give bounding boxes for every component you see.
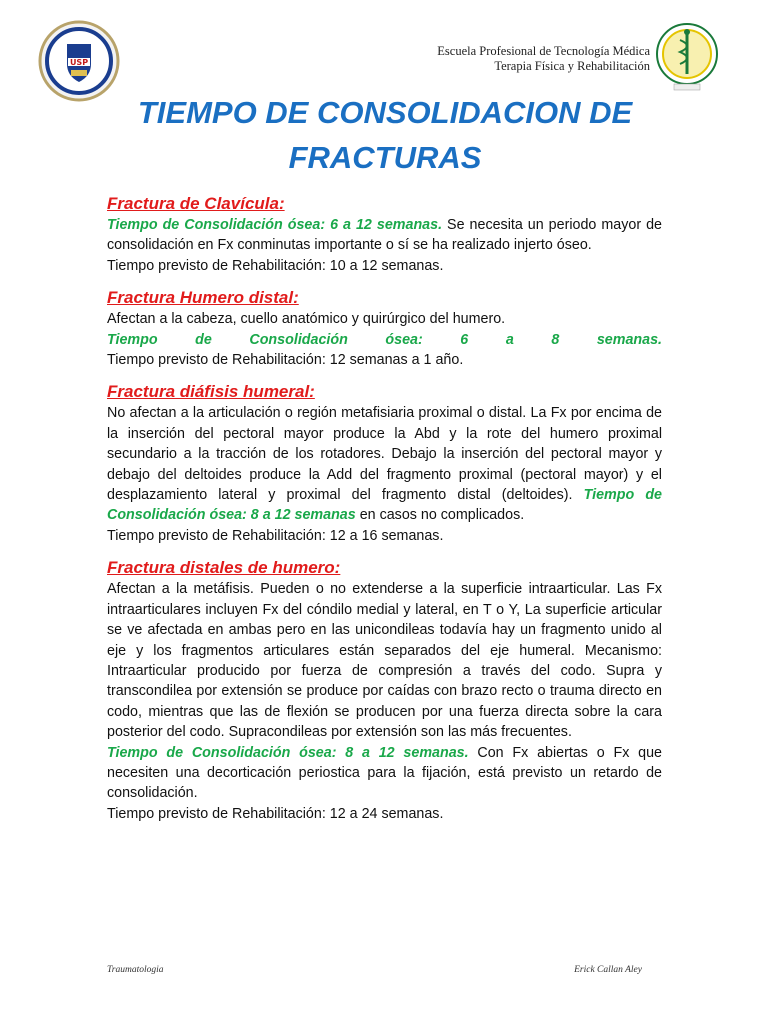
- consolidation-highlight: Tiempo de Consolidación ósea: 8 a 12 semanas: [107, 487, 663, 524]
- consolidation-highlight: Tiempo de Consolidación ósea: 6 a 8 semanas.: [107, 331, 662, 348]
- title-line-2: FRACTURAS: [288, 140, 482, 175]
- rehab-time: Tiempo previsto de Rehabilitación: 12 semanas a 1 año.: [107, 352, 464, 369]
- consolidation-highlight: Tiempo de Consolidación ósea: 6 a 12 semanas.: [107, 217, 443, 233]
- svg-text:USP: USP: [69, 58, 89, 67]
- section-heading: Fractura Humero distal:: [107, 288, 299, 308]
- institution-text: [437, 44, 650, 74]
- paragraph-text: Con Fx abiertas o Fx que necesiten una decorticación periostica para la fijación, está previsto un retardo de consolidación.: [107, 744, 662, 802]
- page-title: [100, 90, 670, 180]
- document-body: [107, 193, 662, 835]
- rehab-time: Tiempo previsto de Rehabilitación: 10 a 12 semanas.: [107, 257, 444, 274]
- section-heading: Fractura distales de humero:: [107, 558, 341, 578]
- section-distales-humero: [107, 557, 662, 824]
- section-paragraph: [107, 215, 662, 256]
- section-heading: Fractura diáfisis humeral:: [107, 382, 315, 402]
- section-paragraph: [107, 403, 662, 525]
- rehab-time: Tiempo previsto de Rehabilitación: 12 a 24 semanas.: [107, 805, 444, 822]
- section-paragraph: [107, 330, 662, 350]
- paragraph-text: No afectan a la articulación o región metafisiaria proximal o distal. La Fx por encima de la inserción del pectoral mayor produce la Abd y la rote del humero proximal secundario a la tracción de los rotadores. Debajo la inserción del pectoral mayor y debajo del deltoides produce la Add del fragmento proximal (pectoral mayor) y el desplazamiento lateral y proximal del fragmento distal (deltoides).: [107, 405, 662, 504]
- consolidation-highlight: Tiempo de Consolidación ósea: 8 a 12 semanas.: [107, 744, 469, 761]
- paragraph-text: Se necesita un periodo mayor de consolidación en Fx conminutas importante o sí se ha realizado injerto óseo.: [107, 217, 662, 254]
- footer-course: Traumatologia: [107, 965, 164, 975]
- paragraph-text: Afectan a la cabeza, cuello anatómico y quirúrgico del humero.: [107, 311, 506, 328]
- section-paragraph: [107, 579, 662, 742]
- section-diafisis-humeral: [107, 381, 662, 546]
- section-paragraph: [107, 309, 662, 329]
- section-humero-distal: [107, 287, 662, 370]
- paragraph-text: Afectan a la metáfisis. Pueden o no extenderse a la superficie intraarticular. Las Fx intraarticulares incluyen Fx del cóndilo medial y lateral, en T o Y, La superficie articular se ve afectada en ambas pero en las unicondileas todavía hay un fragmento unido al eje y los fragmentos articulares están separados del eje humeral. Mecanismo: Intraarticular producido por fuerza de compresión a través del codo. Supra y transcondilea por extensión se produce por caídas con brazo recto o trauma directo en codo, mientras que las de flexión se producen por una fuerza directa sobre la cara posterior del codo. Supracondileas por extensión son las más frecuentes.: [107, 581, 662, 741]
- rehab-time: Tiempo previsto de Rehabilitación: 12 a 16 semanas.: [107, 527, 444, 544]
- section-clavicula: [107, 193, 662, 276]
- footer-author: Erick Callan Aley: [574, 965, 642, 975]
- faculty-logo: [654, 18, 720, 96]
- institution-line-1: Escuela Profesional de Tecnología Médica: [437, 44, 650, 58]
- title-line-1: TIEMPO DE CONSOLIDACION DE: [137, 95, 633, 130]
- section-heading: Fractura de Clavícula:: [107, 194, 285, 213]
- section-paragraph: [107, 743, 662, 804]
- paragraph-tail: en casos no complicados.: [355, 507, 525, 524]
- institution-line-2: Terapia Física y Rehabilitación: [494, 59, 650, 73]
